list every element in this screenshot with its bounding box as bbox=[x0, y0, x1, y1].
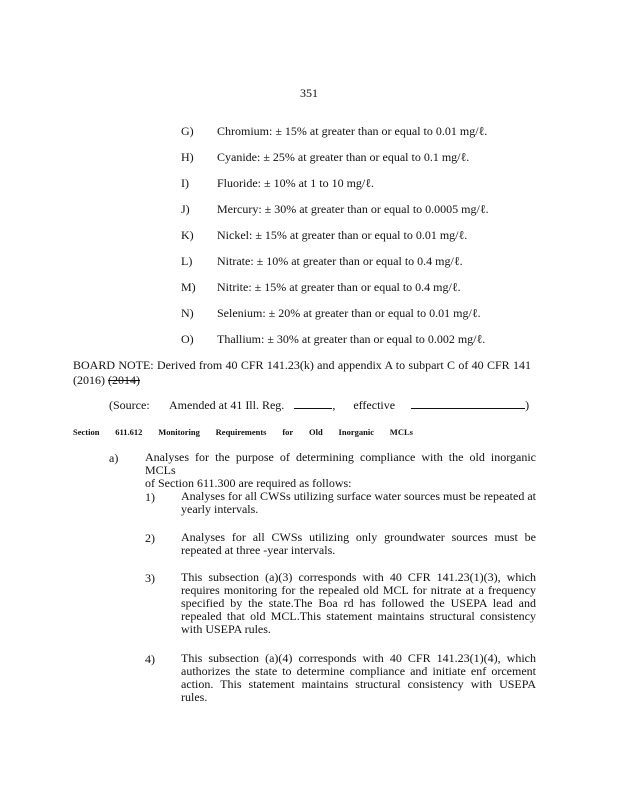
source-comma: , bbox=[332, 398, 336, 412]
section-word: Requirements bbox=[215, 427, 267, 437]
list-item-letter: J) bbox=[181, 202, 190, 216]
source-effective: effective bbox=[353, 398, 396, 412]
list-item-letter: N) bbox=[181, 306, 194, 320]
board-note bbox=[73, 358, 531, 388]
list-item-text: Cyanide: ± 25% at greater than or equal to 0.1 mg/ℓ. bbox=[217, 150, 470, 164]
list-item-text: Mercury: ± 30% at greater than or equal to 0.0005 mg/ℓ. bbox=[217, 202, 489, 216]
item-number: 3) bbox=[145, 571, 155, 585]
source-prefix: (Source: bbox=[109, 398, 150, 412]
list-item-text: Nickel: ± 15% at greater than or equal to 0.01 mg/ℓ. bbox=[217, 228, 468, 242]
section-word: MCLs bbox=[389, 427, 413, 437]
paragraph-line: of Section 611.300 are required as follows: bbox=[145, 476, 352, 490]
section-word: for bbox=[282, 427, 294, 437]
paragraph-line: Analyses for the purpose of determining compliance with the old inorganic MCLs bbox=[145, 450, 536, 477]
item-text bbox=[181, 490, 536, 516]
paragraph-line: This subsection (a)(4) corresponds with 40 CFR 141.23(1)(4), which bbox=[181, 651, 536, 665]
paragraph-line: repeated at three -year intervals. bbox=[181, 543, 336, 557]
paragraph-line: repealed that old MCL.This statement maintains structural consistency bbox=[181, 609, 536, 623]
list-item-letter: G) bbox=[181, 124, 194, 138]
list-item-text: Selenium: ± 20% at greater than or equal to 0.01 mg/ℓ. bbox=[217, 306, 481, 320]
item-number: 4) bbox=[145, 652, 155, 666]
list-item-text: Nitrate: ± 10% at greater than or equal to 0.4 mg/ℓ. bbox=[217, 254, 463, 268]
list-item-letter: M) bbox=[181, 280, 196, 294]
subsection-a-text bbox=[145, 451, 536, 490]
source-note bbox=[109, 398, 529, 413]
section-word: Inorganic bbox=[338, 427, 374, 437]
section-number: 611.612 bbox=[115, 427, 143, 437]
effective-date-blank bbox=[411, 398, 525, 409]
paragraph-line: authorizes the state to determine compliance and initiate enf orcement bbox=[181, 664, 536, 678]
paragraph-line: yearly intervals. bbox=[181, 502, 259, 516]
source-close: ) bbox=[525, 398, 530, 412]
item-number: 2) bbox=[145, 531, 155, 545]
subsection-a-label: a) bbox=[109, 451, 119, 465]
paragraph-line: Analyses for all CWSs utilizing surface water sources must be repeated at bbox=[181, 489, 536, 503]
list-item-text: Fluoride: ± 10% at 1 to 10 mg/ℓ. bbox=[217, 176, 374, 190]
list-item-letter: O) bbox=[181, 332, 194, 346]
item-text bbox=[181, 531, 536, 557]
page-number: 351 bbox=[300, 86, 318, 100]
board-note-struck-year: (2014) bbox=[108, 373, 140, 387]
paragraph-line: rules. bbox=[181, 690, 208, 704]
paragraph-line: requires monitoring for the repealed old MCL for nitrate at a frequency bbox=[181, 583, 536, 597]
list-item-letter: I) bbox=[181, 176, 189, 190]
board-note-line: BOARD NOTE: Derived from 40 CFR 141.23(k) and appendix A to subpart C of 40 CFR 141 bbox=[73, 358, 531, 372]
list-item-text: Chromium: ± 15% at greater than or equal to 0.01 mg/ℓ. bbox=[217, 124, 488, 138]
section-word: Old bbox=[309, 427, 323, 437]
section-label: Section bbox=[73, 427, 100, 437]
section-heading bbox=[73, 427, 413, 437]
paragraph-line: Analyses for all CWSs utilizing only groundwater sources must be bbox=[181, 530, 536, 544]
list-item-letter: K) bbox=[181, 228, 194, 242]
paragraph-line: specified by the state.The Boa rd has followed the USEPA lead and bbox=[181, 596, 536, 610]
board-note-year: (2016) bbox=[73, 373, 105, 387]
paragraph-line: This subsection (a)(3) corresponds with 40 CFR 141.23(1)(3), which bbox=[181, 570, 536, 584]
item-number: 1) bbox=[145, 490, 155, 504]
source-amended: Amended at 41 Ill. Reg. bbox=[169, 398, 285, 412]
item-text bbox=[181, 571, 536, 636]
item-text bbox=[181, 652, 536, 704]
paragraph-line: action. This statement maintains structural consistency with USEPA bbox=[181, 677, 536, 691]
list-item-text: Thallium: ± 30% at greater than or equal to 0.002 mg/ℓ. bbox=[217, 332, 486, 346]
section-word: Monitoring bbox=[158, 427, 200, 437]
list-item-letter: L) bbox=[181, 254, 193, 268]
paragraph-line: with USEPA rules. bbox=[181, 622, 271, 636]
list-item-text: Nitrite: ± 15% at greater than or equal to 0.4 mg/ℓ. bbox=[217, 280, 461, 294]
register-blank bbox=[294, 398, 332, 409]
list-item-letter: H) bbox=[181, 150, 194, 164]
